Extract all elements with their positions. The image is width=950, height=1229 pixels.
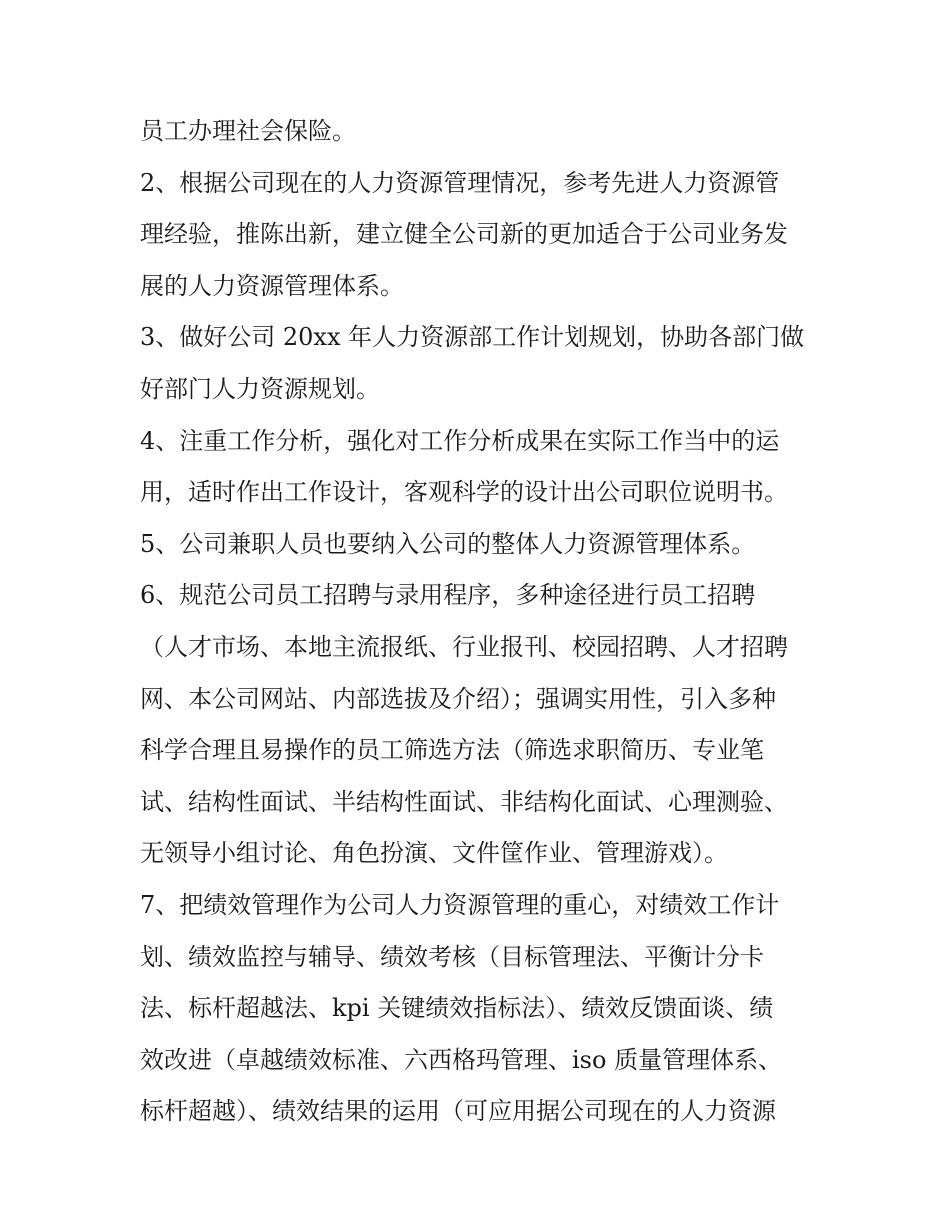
text-line: 展的人力资源管理体系。 (140, 271, 404, 300)
text-line: 网、本公司网站、内部选拔及介绍）；强调实用性，引入多种 (140, 684, 776, 713)
text-line: 试、结构性面试、半结构性面试、非结构化面试、心理测验、 (140, 787, 788, 816)
text-line: 5、公司兼职人员也要纳入公司的整体人力资源管理体系。 (140, 529, 756, 558)
text-line: （人才市场、本地主流报纸、行业报刊、校园招聘、人才招聘 (140, 632, 788, 661)
text-line: 科学合理且易操作的员工筛选方法（筛选求职简历、专业笔 (140, 736, 764, 765)
text-line: 无领导小组讨论、角色扮演、文件筐作业、管理游戏）。 (140, 839, 728, 868)
text-line: 3、做好公司 20xx 年人力资源部工作计划规划，协助各部门做 (140, 323, 805, 352)
text-line: 好部门人力资源规划。 (140, 374, 380, 403)
text-line: 效改进（卓越绩效标准、六西格玛管理、iso 质量管理体系、 (140, 1045, 783, 1074)
text-line: 4、注重工作分析，强化对工作分析成果在实际工作当中的运 (140, 426, 780, 455)
text-line: 划、绩效监控与辅导、绩效考核（目标管理法、平衡计分卡 (140, 942, 764, 971)
text-line: 6、规范公司员工招聘与录用程序，多种途径进行员工招聘 (140, 581, 756, 610)
text-line: 7、把绩效管理作为公司人力资源管理的重心，对绩效工作计 (140, 890, 780, 919)
text-line: 2、根据公司现在的人力资源管理情况，参考先进人力资源管 (140, 168, 780, 197)
text-line: 法、标杆超越法、kpi 关键绩效指标法）、绩效反馈面谈、绩 (140, 994, 774, 1023)
document-body (140, 106, 820, 1138)
text-line: 员工办理社会保险。 (140, 117, 356, 145)
text-line: 用，适时作出工作设计，客观科学的设计出公司职位说明书。 (140, 478, 788, 507)
text-line: 理经验，推陈出新，建立健全公司新的更加适合于公司业务发 (140, 220, 788, 249)
text-line: 标杆超越）、绩效结果的运用（可应用据公司现在的人力资源 (140, 1097, 776, 1126)
